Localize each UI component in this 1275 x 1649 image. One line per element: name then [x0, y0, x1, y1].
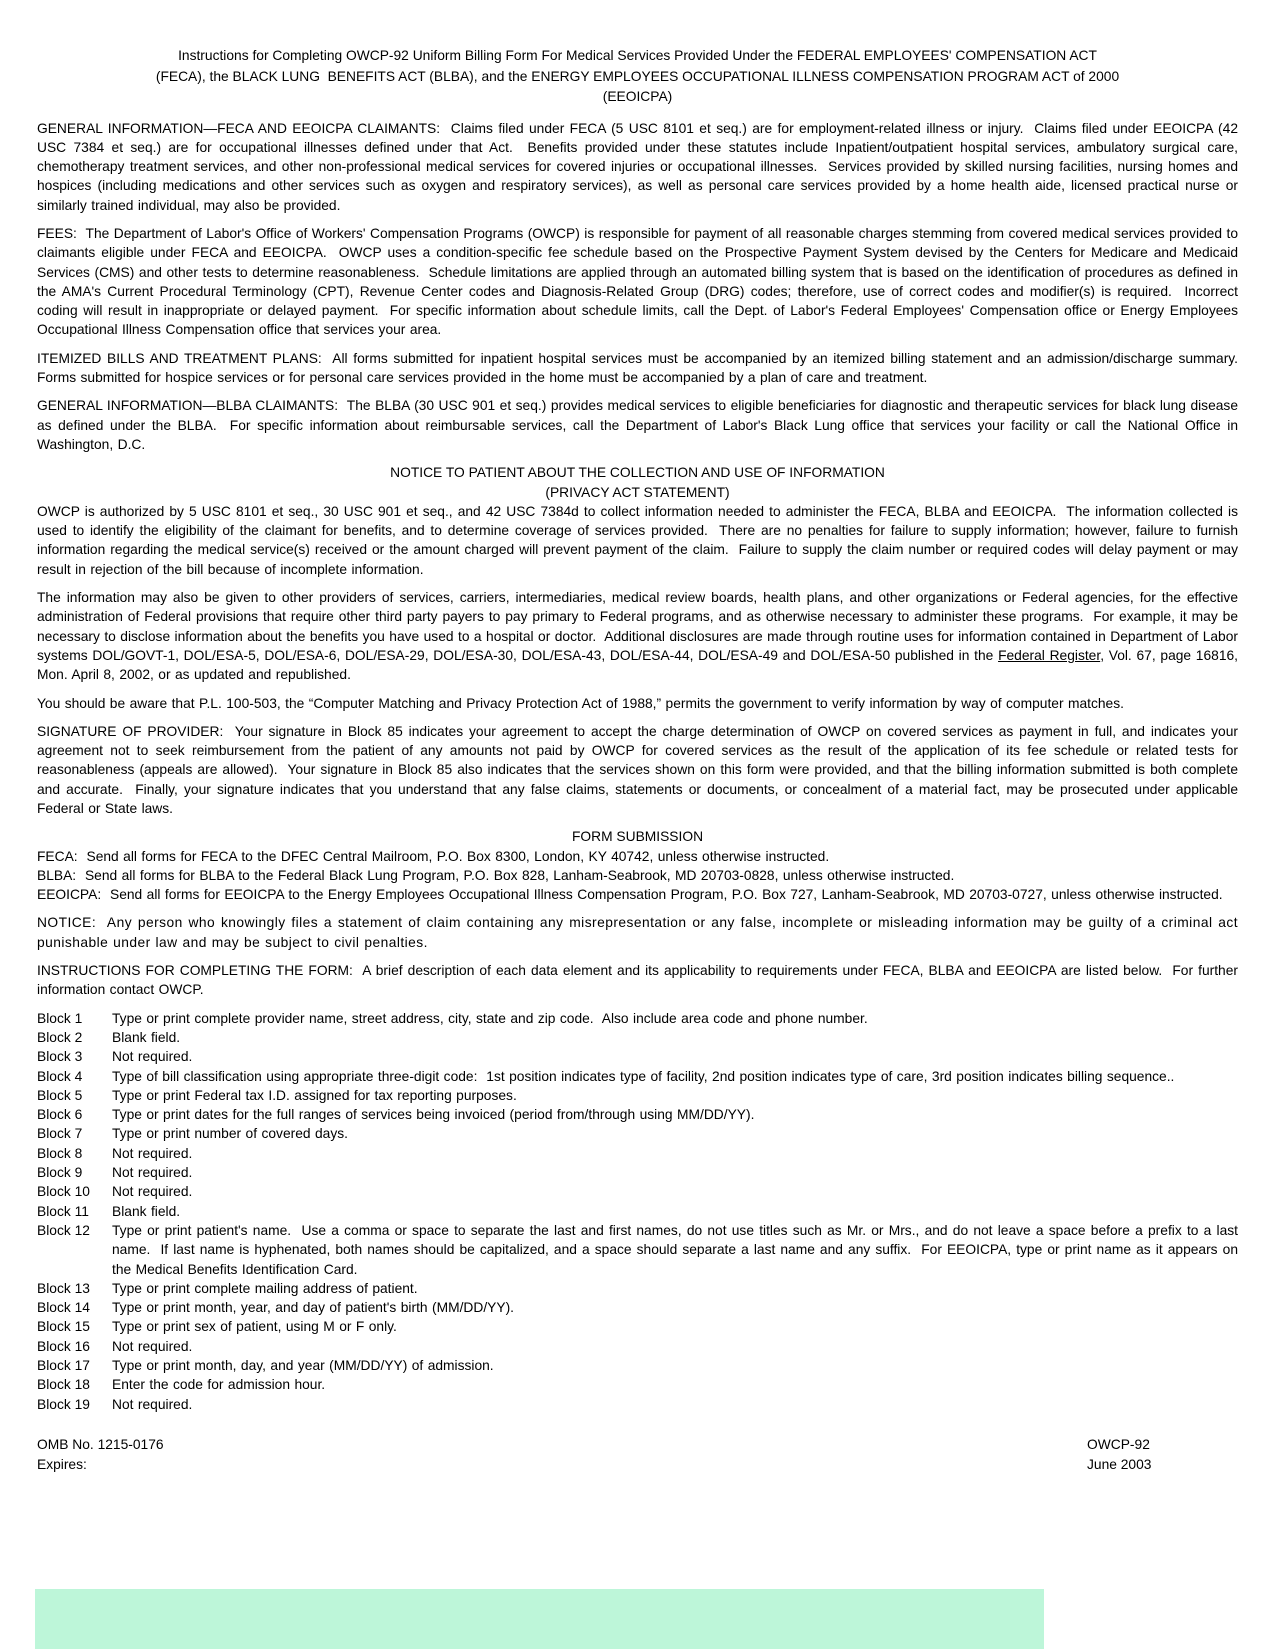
block-instruction-row	[37, 1067, 1238, 1086]
block-description: Type or print sex of patient, using M or F only.	[112, 1319, 397, 1335]
block-instruction-row	[37, 1298, 1238, 1317]
document-title-line-2: (FECA), the BLACK LUNG BENEFITS ACT (BLBA), and the ENERGY EMPLOYEES OCCUPATIONAL ILLNESS COMPENSATION PROGRAM ACT of 2000	[155, 68, 1120, 84]
footer-row-1	[37, 1435, 1238, 1455]
block-label: Block 13	[37, 1280, 90, 1296]
document-title	[37, 46, 1238, 108]
block-description: Type of bill classification using appropriate three-digit code: 1st position indicates type of facility, 2nd position indicates type of care, 3rd position indicates billing sequence..	[112, 1068, 1175, 1084]
block-description: Type or print month, year, and day of patient's birth (MM/DD/YY).	[112, 1300, 515, 1316]
block-instruction-row	[37, 1395, 1238, 1414]
privacy-act-heading-line-2: (PRIVACY ACT STATEMENT)	[545, 484, 730, 500]
block-instruction-row	[37, 1105, 1238, 1124]
section-fees: FEES: The Department of Labor's Office of Workers' Compensation Programs (OWCP) is responsible for payment of all reasonable charges stemming from covered medical services provided to claimants eligible under FECA and EEOICPA. OWCP uses a condition-specific fee schedule based on the Prospective Payment System devised by the Centers for Medicare and Medicaid Services (CMS) and other tests to determine reasonableness. Schedule limitations are applied through an automated billing system that is based on the identification of procedures as defined in the AMA's Current Procedural Terminology (CPT), Revenue Center codes and Diagnosis-Related Group (DRG) codes; therefore, use of correct codes and modifier(s) is required. Incorrect coding will result in inappropriate or delayed payment. For specific information about schedule limits, call the Dept. of Labor's Federal Employees' Compensation office or Energy Employees Occupational Illness Compensation office that services your area.	[37, 225, 1243, 338]
section-general-info-blba: GENERAL INFORMATION—BLBA CLAIMANTS: The BLBA (30 USC 901 et seq.) provides medical services to eligible beneficiaries for diagnostic and therapeutic services for black lung disease as defined under the BLBA. For specific information about reimbursable services, call the Department of Labor's Black Lung office that services your facility or call the National Office in Washington, D.C.	[37, 398, 1243, 452]
block-instruction-row	[37, 1337, 1238, 1356]
block-label: Block 3	[37, 1049, 83, 1065]
block-label: Block 7	[37, 1126, 83, 1142]
block-label: Block 2	[37, 1029, 83, 1045]
block-label: Block 17	[37, 1358, 90, 1374]
document-title-line-1: Instructions for Completing OWCP-92 Uniform Billing Form For Medical Services Provided Under the FEDERAL EMPLOYEES' COMPENSATION ACT	[178, 48, 1097, 63]
block-description: Not required.	[112, 1396, 193, 1412]
form-submission-addresses	[37, 847, 1238, 905]
federal-register-reference: Federal Register	[998, 647, 1101, 663]
expires-label: Expires:	[37, 1456, 87, 1472]
block-label: Block 19	[37, 1396, 90, 1412]
form-date: June 2003	[1087, 1456, 1152, 1472]
privacy-paragraph-2-continued: , Vol. 67, page 16816, Mon. April 8, 2002, or as updated and republished.	[37, 647, 1243, 683]
block-instruction-row	[37, 1375, 1238, 1394]
document-footer	[37, 1435, 1238, 1475]
block-instruction-list	[37, 1009, 1243, 1414]
privacy-paragraph-2	[37, 588, 1243, 684]
section-general-info-feca-eeoicpa: GENERAL INFORMATION—FECA AND EEOICPA CLAIMANTS: Claims filed under FECA (5 USC 8101 et seq.) are for employment-related illness or injury. Claims filed under EEOICPA (42 USC 7384 et seq.) are for occupational illnesses defined under that Act. Benefits provided under these statutes include Inpatient/outpatient hospital services, ambulatory surgical care, chemotherapy treatment services, and other non-professional medical services for covered injuries or occupational illnesses. Services provided by skilled nursing facilities, nursing homes and hospices (including medications and other services such as oxygen and respiratory services), as well as personal care services provided by a home health aide, licensed practical nurse or similarly trained individual, may also be provided.	[37, 120, 1243, 213]
block-description: Type or print patient's name. Use a comma or space to separate the last and first names, do not use titles such as Mr. or Mrs., and do not leave a space before a prefix to a last name. If last name is hyphenated, both names should be capitalized, and a space should separate a last name and any suffix. For EEOICPA, type or print name as it appears on the Medical Benefits Identification Card.	[112, 1222, 1243, 1277]
block-label: Block 16	[37, 1338, 90, 1354]
section-signature-of-provider: SIGNATURE OF PROVIDER: Your signature in Block 85 indicates your agreement to accept the charge determination of OWCP on covered services as payment in full, and indicates your agreement not to seek reimbursement from the patient of any amounts not paid by OWCP for covered services as the result of the application of its fee schedule or related tests for reasonableness (appeals are allowed). Your signature in Block 85 also indicates that the services shown on this form were provided, and that the billing information submitted is both complete and accurate. Finally, your signature indicates that you understand that any false claims, statements or documents, or concealment of a material fact, may be prosecuted under applicable Federal or State laws.	[37, 723, 1243, 816]
block-label: Block 15	[37, 1319, 90, 1335]
submission-address-blba: BLBA: Send all forms for BLBA to the Federal Black Lung Program, P.O. Box 828, Lanham-Seabrook, MD 20703-0828, unless otherwise instructed.	[37, 867, 955, 883]
block-label: Block 6	[37, 1107, 83, 1123]
block-label: Block 8	[37, 1145, 83, 1161]
block-description: Type or print complete provider name, street address, city, state and zip code. Also include area code and phone number.	[112, 1010, 868, 1026]
block-description: Not required.	[112, 1165, 193, 1181]
block-instruction-row	[37, 1028, 1238, 1047]
block-label: Block 5	[37, 1087, 83, 1103]
form-number: OWCP-92	[1087, 1436, 1150, 1452]
privacy-act-heading-line-1: NOTICE TO PATIENT ABOUT THE COLLECTION AND USE OF INFORMATION	[390, 465, 885, 481]
footer-row-2	[37, 1455, 1238, 1475]
block-label: Block 11	[37, 1203, 89, 1219]
privacy-act-heading	[37, 463, 1238, 502]
block-instruction-row	[37, 1317, 1238, 1336]
block-label: Block 10	[37, 1184, 90, 1200]
block-instruction-row	[37, 1047, 1238, 1066]
block-instruction-row	[37, 1279, 1238, 1298]
privacy-paragraph-2-text: The information may also be given to other providers of services, carriers, intermediaries, medical review boards, health plans, and other organizations or Federal agencies, for the effective administration of Federal provisions that require other third party payers to pay primary to Federal programs, and as otherwise necessary to administer these programs. For example, it may be necessary to disclose information about the benefits you have used to a hospital or doctor. Additional disclosures are made through routine uses for information contained in Department of Labor systems DOL/GOVT-1, DOL/ESA-5, DOL/ESA-6, DOL/ESA-29, DOL/ESA-30, DOL/ESA-43, DOL/ESA-44, DOL/ESA-49 and DOL/ESA-50 published in the	[37, 590, 1243, 663]
block-description: Type or print number of covered days.	[112, 1126, 348, 1142]
block-description: Not required.	[112, 1184, 193, 1200]
block-label: Block 4	[37, 1068, 83, 1084]
omb-number: OMB No. 1215-0176	[37, 1436, 164, 1452]
block-instruction-row	[37, 1163, 1238, 1182]
block-description: Type or print month, day, and year (MM/DD/YY) of admission.	[112, 1358, 494, 1374]
section-itemized-bills: ITEMIZED BILLS AND TREATMENT PLANS: All forms submitted for inpatient hospital services must be accompanied by an itemized billing statement and an admission/discharge summary. Forms submitted for hospice services or for personal care services provided in the home must be accompanied by a plan of care and treatment.	[37, 350, 1247, 386]
block-description: Type or print dates for the full ranges of services being invoiced (period from/through using MM/DD/YY).	[112, 1107, 755, 1123]
block-label: Block 18	[37, 1377, 90, 1393]
block-description: Blank field.	[112, 1029, 181, 1045]
privacy-paragraph-1: OWCP is authorized by 5 USC 8101 et seq., 30 USC 901 et seq., and 42 USC 7384d to collect information needed to administer the FECA, BLBA and EEOICPA. The information collected is used to identify the eligibility of the claimant for benefits, and to determine coverage of services provided. There are no penalties for failure to supply information; however, failure to furnish information regarding the medical service(s) received or the amount charged will prevent payment of the claim. Failure to supply the claim number or required codes will delay payment or may result in rejection of the bill because of incomplete information.	[37, 503, 1243, 577]
block-label: Block 9	[37, 1165, 83, 1181]
block-description: Not required.	[112, 1049, 193, 1065]
section-instructions-intro: INSTRUCTIONS FOR COMPLETING THE FORM: A brief description of each data element and its applicability to requirements under FECA, BLBA and EEOICPA are listed below. For further information contact OWCP.	[37, 963, 1243, 998]
block-description: Type or print complete mailing address of patient.	[112, 1280, 418, 1296]
block-label: Block 12	[37, 1222, 90, 1238]
submission-address-feca: FECA: Send all forms for FECA to the DFEC Central Mailroom, P.O. Box 8300, London, KY 40742, unless otherwise instructed.	[37, 848, 830, 864]
green-highlight-box	[35, 1589, 1044, 1649]
block-description: Not required.	[112, 1338, 193, 1354]
block-instruction-row	[37, 1009, 1238, 1028]
document-title-line-3: (EEOICPA)	[602, 89, 673, 104]
block-label: Block 14	[37, 1300, 90, 1316]
block-description: Type or print Federal tax I.D. assigned for tax reporting purposes.	[112, 1087, 517, 1103]
block-instruction-row	[37, 1086, 1238, 1105]
block-description: Blank field.	[112, 1203, 181, 1219]
submission-address-eeoicpa: EEOICPA: Send all forms for EEOICPA to the Energy Employees Occupational Illness Compensation Program, P.O. Box 727, Lanham-Seabrook, MD 20703-0727, unless otherwise instructed.	[37, 887, 1223, 903]
block-instruction-row	[37, 1221, 1243, 1279]
block-description: Not required.	[112, 1145, 193, 1161]
section-fraud-notice: NOTICE: Any person who knowingly files a statement of claim containing any misrepresentation or any false, incomplete or misleading information may be guilty of a criminal act punishable under law and may be subject to civil penalties.	[37, 915, 1243, 950]
block-description: Enter the code for admission hour.	[112, 1377, 326, 1393]
privacy-paragraph-3: You should be aware that P.L. 100-503, the “Computer Matching and Privacy Protection Act of 1988,” permits the government to verify information by way of computer matches.	[37, 695, 1124, 711]
form-submission-heading: FORM SUBMISSION	[571, 829, 704, 845]
block-instruction-row	[37, 1356, 1238, 1375]
block-label: Block 1	[37, 1010, 83, 1026]
block-instruction-row	[37, 1124, 1238, 1143]
block-instruction-row	[37, 1182, 1238, 1201]
block-instruction-row	[37, 1144, 1238, 1163]
block-instruction-row	[37, 1202, 1238, 1221]
